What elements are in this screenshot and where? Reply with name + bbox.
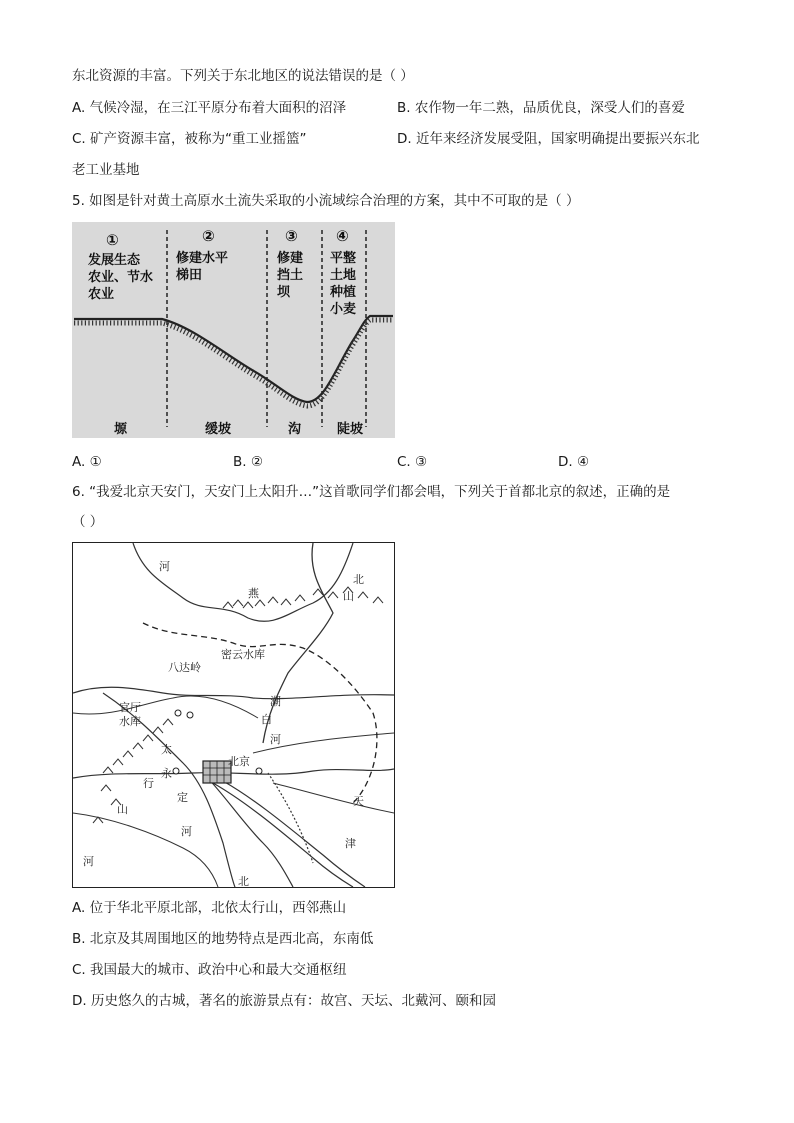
map-label-he-bottom-left: 河 bbox=[83, 855, 94, 868]
label-steep-slope: 陡坡 bbox=[337, 422, 364, 437]
q5-option-b[interactable]: B. ② bbox=[233, 454, 263, 470]
q6-stem-paren: （ ） bbox=[72, 514, 104, 530]
map-label-bei-top: 北 bbox=[353, 573, 364, 586]
ground-line bbox=[74, 316, 393, 402]
map-label-shuiku: 水库 bbox=[119, 715, 141, 728]
map-label-he-yongding: 河 bbox=[181, 825, 192, 838]
map-label-badaling: 八达岭 bbox=[168, 661, 201, 674]
map-label-shan-top: 山 bbox=[343, 590, 354, 603]
map-label-shan-left: 山 bbox=[117, 803, 128, 816]
map-label-beijing: 北京 bbox=[228, 755, 250, 768]
map-label-ding: 定 bbox=[177, 791, 188, 804]
q6-option-a[interactable]: A. 位于华北平原北部，北依太行山，西邻燕山 bbox=[72, 900, 347, 916]
map-label-jin: 津 bbox=[345, 837, 356, 850]
map-label-he-mid: 河 bbox=[270, 733, 281, 746]
beijing-map bbox=[72, 542, 395, 888]
section-2-text: 修建水平 梯田 bbox=[176, 251, 229, 283]
q6-stem: 6. “我爱北京天安门，天安门上太阳升…”这首歌同学们都会唱，下列关于首都北京的叙述，正确的是 bbox=[72, 484, 671, 500]
map-label-hang: 行 bbox=[143, 777, 154, 790]
map-label-chao: 潮 bbox=[270, 695, 281, 708]
q4-stem-tail: 东北资源的丰富。下列关于东北地区的说法错误的是（ ） bbox=[72, 68, 414, 84]
section-3-text: 修建 挡土 坝 bbox=[277, 251, 304, 300]
label-gully: 沟 bbox=[288, 422, 302, 437]
watershed-figure bbox=[72, 222, 395, 438]
q6-option-b[interactable]: B. 北京及其周围地区的地势特点是西北高，东南低 bbox=[72, 931, 374, 947]
q5-stem: 5. 如图是针对黄土高原水土流失采取的小流域综合治理的方案，其中不可取的是（ ） bbox=[72, 193, 580, 209]
section-1-text: 发展生态 农业、节水 农业 bbox=[88, 253, 154, 302]
section-2-number: ② bbox=[202, 227, 215, 245]
map-label-bei-bottom: 北 bbox=[238, 875, 249, 888]
q5-option-c[interactable]: C. ③ bbox=[397, 454, 428, 470]
map-label-bai: 白 bbox=[261, 713, 272, 726]
label-yuan: 塬 bbox=[114, 422, 128, 437]
section-4-number: ④ bbox=[336, 227, 349, 245]
map-label-tai: 太 bbox=[161, 743, 172, 756]
q6-option-c[interactable]: C. 我国最大的城市、政治中心和最大交通枢纽 bbox=[72, 962, 347, 978]
map-label-yan: 燕 bbox=[248, 587, 259, 600]
map-label-he-top: 河 bbox=[159, 560, 170, 573]
map-label-yong: 永 bbox=[161, 767, 172, 780]
map-label-guanting: 官厅 bbox=[119, 701, 141, 714]
q6-option-d[interactable]: D. 历史悠久的古城，著名的旅游景点有：故宫、天坛、北戴河、颐和园 bbox=[72, 993, 496, 1009]
q4-option-a[interactable]: A. 气候冷湿，在三江平原分布着大面积的沼泽 bbox=[72, 100, 347, 116]
q4-option-d[interactable]: D. 近年来经济发展受阻，国家明确提出要振兴东北 bbox=[397, 131, 700, 147]
q5-option-a[interactable]: A. ① bbox=[72, 454, 102, 470]
label-gentle-slope: 缓坡 bbox=[205, 422, 232, 437]
map-label-miyun: 密云水库 bbox=[221, 648, 265, 661]
q4-option-c[interactable]: C. 矿产资源丰富，被称为“重工业摇篮” bbox=[72, 131, 307, 147]
section-4-text: 平整 土地 种植 小麦 bbox=[330, 251, 357, 317]
section-3-number: ③ bbox=[285, 227, 298, 245]
q4-option-b[interactable]: B. 农作物一年二熟，品质优良，深受人们的喜爱 bbox=[397, 100, 685, 116]
q5-option-d[interactable]: D. ④ bbox=[558, 454, 590, 470]
q4-option-d-continued: 老工业基地 bbox=[72, 162, 140, 178]
section-1-number: ① bbox=[106, 231, 119, 249]
ground-hatch bbox=[74, 320, 393, 406]
map-label-tian: 天 bbox=[353, 795, 364, 808]
